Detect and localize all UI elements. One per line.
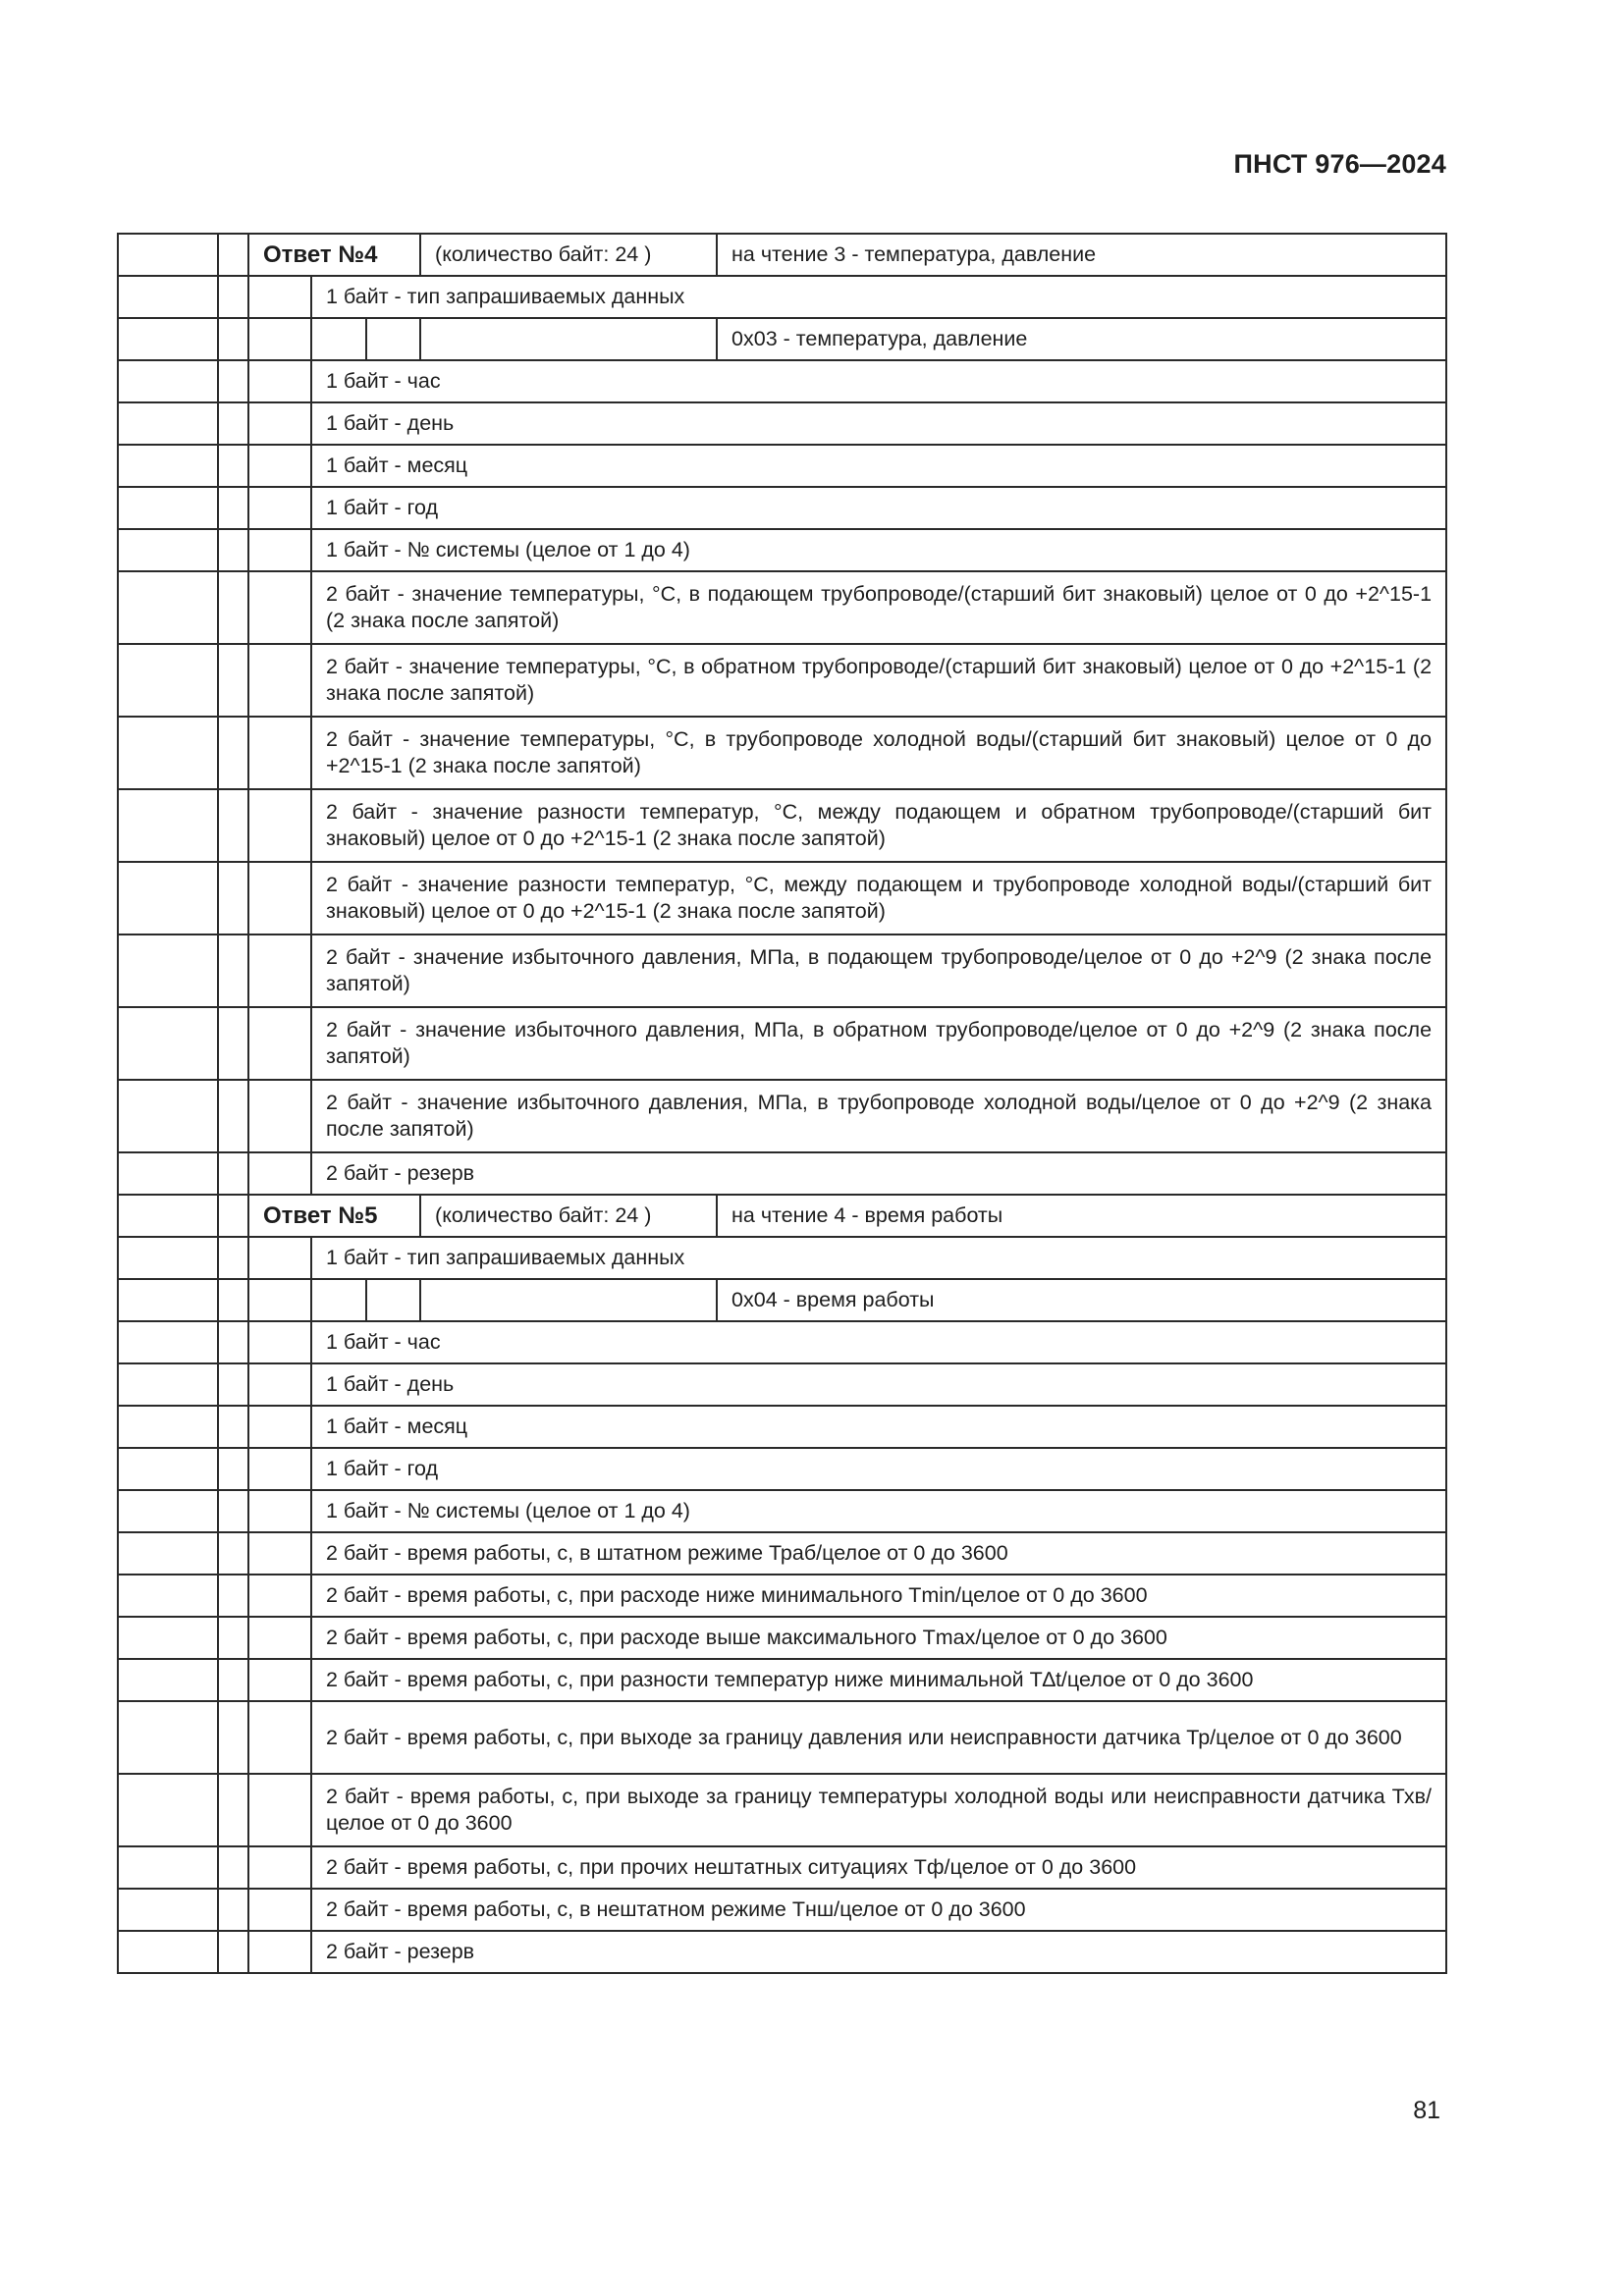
- table-row: [118, 717, 1446, 789]
- table-row: [118, 1659, 1446, 1701]
- data-type-value: 0x04 - время работы: [717, 1279, 1446, 1321]
- field-description: 2 байт - значение температуры, °С, в трубопроводе холодной воды/(старший бит знаковый) целое от 0 до +2^15-1 (2 знака после запятой): [311, 717, 1446, 789]
- response-title: Ответ №4: [248, 234, 420, 276]
- data-type-value: 0x03 - температура, давление: [717, 318, 1446, 360]
- table-row: [118, 1279, 1446, 1321]
- table-row: [118, 1701, 1446, 1774]
- field-description: 2 байт - резерв: [311, 1152, 1446, 1195]
- table-row: [118, 1237, 1446, 1279]
- table-row: [118, 1321, 1446, 1363]
- page-number: 81: [1413, 2097, 1440, 2124]
- field-description: 2 байт - значение разности температур, °С, между подающем и трубопроводе холодной воды/(старший бит знаковый) целое от 0 до +2^15-1 (2 знака после запятой): [311, 862, 1446, 934]
- field-description: 2 байт - время работы, с, при выходе за границу давления или неисправности датчика Тр/целое от 0 до 3600: [311, 1701, 1446, 1774]
- field-description: 1 байт - час: [311, 360, 1446, 402]
- response-header-row: [118, 234, 1446, 276]
- table-row: [118, 402, 1446, 445]
- document-code: ПНСТ 976—2024: [1233, 149, 1446, 179]
- table-row: [118, 789, 1446, 862]
- field-description: 1 байт - день: [311, 1363, 1446, 1406]
- field-description: 1 байт - № системы (целое от 1 до 4): [311, 529, 1446, 571]
- table-row: [118, 1617, 1446, 1659]
- field-description: 2 байт - резерв: [311, 1931, 1446, 1973]
- response-title: Ответ №5: [248, 1195, 420, 1237]
- table-row: [118, 1532, 1446, 1575]
- table-row: [118, 1152, 1446, 1195]
- table-row: [118, 360, 1446, 402]
- field-description: 2 байт - значение температуры, °С, в обратном трубопроводе/(старший бит знаковый) целое от 0 до +2^15-1 (2 знака после запятой): [311, 644, 1446, 717]
- table-row: [118, 318, 1446, 360]
- field-description: 2 байт - время работы, с, в штатном режиме Траб/целое от 0 до 3600: [311, 1532, 1446, 1575]
- field-description: 2 байт - значение избыточного давления, МПа, в подающем трубопроводе/целое от 0 до +2^9 (2 знака после запятой): [311, 934, 1446, 1007]
- table-row: [118, 1575, 1446, 1617]
- table-row: [118, 1774, 1446, 1846]
- field-description: 1 байт - тип запрашиваемых данных: [311, 1237, 1446, 1279]
- field-description: 2 байт - значение разности температур, °С, между подающем и обратном трубопроводе/(старший бит знаковый) целое от 0 до +2^15-1 (2 знака после запятой): [311, 789, 1446, 862]
- field-description: 1 байт - год: [311, 1448, 1446, 1490]
- field-description: 2 байт - значение температуры, °С, в подающем трубопроводе/(старший бит знаковый) целое от 0 до +2^15-1 (2 знака после запятой): [311, 571, 1446, 644]
- table-row: [118, 487, 1446, 529]
- table-row: [118, 1448, 1446, 1490]
- field-description: 2 байт - время работы, с, при выходе за границу температуры холодной воды или неисправности датчика Тхв/целое от 0 до 3600: [311, 1774, 1446, 1846]
- table-row: [118, 529, 1446, 571]
- field-description: 2 байт - время работы, с, в нештатном режиме Тнш/целое от 0 до 3600: [311, 1889, 1446, 1931]
- table-row: [118, 1363, 1446, 1406]
- table-row: [118, 1889, 1446, 1931]
- table-row: [118, 1931, 1446, 1973]
- byte-count: (количество байт: 24 ): [420, 1195, 717, 1237]
- field-description: 2 байт - время работы, с, при разности температур ниже минимальной T∆t/целое от 0 до 3600: [311, 1659, 1446, 1701]
- table-row: [118, 862, 1446, 934]
- byte-count: (количество байт: 24 ): [420, 234, 717, 276]
- field-description: 1 байт - месяц: [311, 1406, 1446, 1448]
- table-row: [118, 571, 1446, 644]
- field-description: 1 байт - № системы (целое от 1 до 4): [311, 1490, 1446, 1532]
- table-row: [118, 644, 1446, 717]
- field-description: 2 байт - время работы, с, при расходе ниже минимального Tmin/целое от 0 до 3600: [311, 1575, 1446, 1617]
- field-description: 1 байт - день: [311, 402, 1446, 445]
- field-description: 1 байт - год: [311, 487, 1446, 529]
- field-description: 1 байт - тип запрашиваемых данных: [311, 276, 1446, 318]
- field-description: 2 байт - значение избыточного давления, МПа, в трубопроводе холодной воды/целое от 0 до +2^9 (2 знака после запятой): [311, 1080, 1446, 1152]
- response-description: на чтение 3 - температура, давление: [717, 234, 1446, 276]
- table-row: [118, 1846, 1446, 1889]
- table-row: [118, 445, 1446, 487]
- field-description: 1 байт - час: [311, 1321, 1446, 1363]
- table-row: [118, 1406, 1446, 1448]
- protocol-table: [117, 233, 1447, 1974]
- table-row: [118, 276, 1446, 318]
- table-row: [118, 1490, 1446, 1532]
- field-description: 2 байт - время работы, с, при расходе выше максимального Tmax/целое от 0 до 3600: [311, 1617, 1446, 1659]
- response-description: на чтение 4 - время работы: [717, 1195, 1446, 1237]
- table-row: [118, 934, 1446, 1007]
- field-description: 2 байт - время работы, с, при прочих нештатных ситуациях Тф/целое от 0 до 3600: [311, 1846, 1446, 1889]
- field-description: 2 байт - значение избыточного давления, МПа, в обратном трубопроводе/целое от 0 до +2^9 (2 знака после запятой): [311, 1007, 1446, 1080]
- response-header-row: [118, 1195, 1446, 1237]
- table-row: [118, 1007, 1446, 1080]
- table-row: [118, 1080, 1446, 1152]
- field-description: 1 байт - месяц: [311, 445, 1446, 487]
